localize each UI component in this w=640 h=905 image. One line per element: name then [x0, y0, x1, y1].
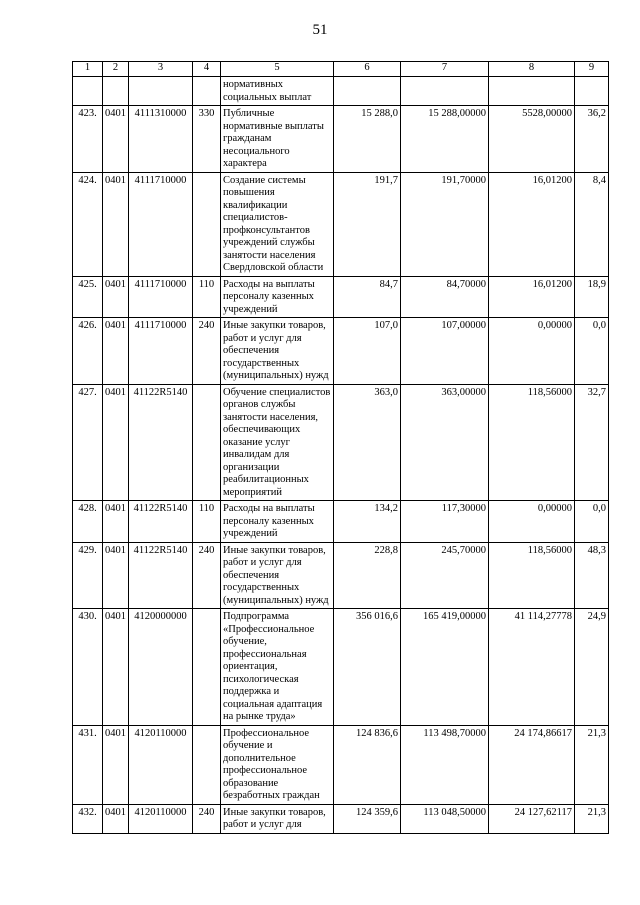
executed-amount: 16,01200 [489, 276, 575, 318]
target-article-code: 4120000000 [129, 609, 193, 726]
executed-amount: 24 127,62117 [489, 804, 575, 833]
approved-amount: 113 498,70000 [401, 725, 489, 804]
table-row [73, 501, 609, 543]
item-name: Расходы на выплаты персоналу казенных учреждений [221, 501, 334, 543]
target-article-code: 4111710000 [129, 172, 193, 276]
approved-amount: 113 048,50000 [401, 804, 489, 833]
executed-amount: 41 114,27778 [489, 609, 575, 726]
section-code: 0401 [103, 172, 129, 276]
expense-type-code: 110 [193, 501, 221, 543]
expense-type-code [193, 77, 221, 106]
planned-amount: 107,0 [334, 318, 401, 385]
section-code: 0401 [103, 804, 129, 833]
row-number: 430. [73, 609, 103, 726]
executed-amount: 118,56000 [489, 384, 575, 501]
executed-amount [489, 77, 575, 106]
row-number: 432. [73, 804, 103, 833]
section-code: 0401 [103, 501, 129, 543]
target-article-code: 4111310000 [129, 106, 193, 173]
expense-type-code [193, 172, 221, 276]
planned-amount: 124 836,6 [334, 725, 401, 804]
planned-amount: 356 016,6 [334, 609, 401, 726]
execution-percent: 48,3 [575, 542, 609, 609]
item-name: Обучение специалистов органов службы занятости населения, обеспечивающих оказание услуг инвалидам для организации реабилитационных мероприятий [221, 384, 334, 501]
section-code: 0401 [103, 609, 129, 726]
planned-amount: 228,8 [334, 542, 401, 609]
approved-amount: 107,00000 [401, 318, 489, 385]
execution-percent: 36,2 [575, 106, 609, 173]
execution-percent: 21,3 [575, 725, 609, 804]
execution-percent: 0,0 [575, 501, 609, 543]
expense-type-code [193, 609, 221, 726]
expense-type-code: 240 [193, 804, 221, 833]
target-article-code: 41122R5140 [129, 384, 193, 501]
header-row [73, 62, 609, 77]
execution-percent: 18,9 [575, 276, 609, 318]
planned-amount: 84,7 [334, 276, 401, 318]
executed-amount: 5528,00000 [489, 106, 575, 173]
target-article-code: 4111710000 [129, 318, 193, 385]
execution-percent [575, 77, 609, 106]
column-header: 2 [103, 62, 129, 77]
target-article-code: 41122R5140 [129, 501, 193, 543]
table-row [73, 77, 609, 106]
table-row [73, 609, 609, 726]
table-row [73, 276, 609, 318]
section-code: 0401 [103, 725, 129, 804]
column-header: 3 [129, 62, 193, 77]
executed-amount: 16,01200 [489, 172, 575, 276]
item-name: Публичные нормативные выплаты гражданам несоциального характера [221, 106, 334, 173]
row-number: 424. [73, 172, 103, 276]
target-article-code [129, 77, 193, 106]
expense-type-code: 110 [193, 276, 221, 318]
expense-type-code: 240 [193, 542, 221, 609]
executed-amount: 24 174,86617 [489, 725, 575, 804]
item-name: Подпрограмма «Профессиональное обучение, профессиональная ориентация, психологическая поддержка и социальная адаптация на рынке труда» [221, 609, 334, 726]
table-row [73, 804, 609, 833]
item-name: Расходы на выплаты персоналу казенных учреждений [221, 276, 334, 318]
target-article-code: 4111710000 [129, 276, 193, 318]
approved-amount: 84,70000 [401, 276, 489, 318]
planned-amount: 363,0 [334, 384, 401, 501]
column-header: 6 [334, 62, 401, 77]
table-row [73, 106, 609, 173]
row-number: 429. [73, 542, 103, 609]
table-row [73, 318, 609, 385]
execution-percent: 24,9 [575, 609, 609, 726]
table-row [73, 172, 609, 276]
approved-amount: 245,70000 [401, 542, 489, 609]
expense-type-code [193, 384, 221, 501]
expense-type-code [193, 725, 221, 804]
column-header: 9 [575, 62, 609, 77]
executed-amount: 0,00000 [489, 318, 575, 385]
approved-amount [401, 77, 489, 106]
item-name: Создание системы повышения квалификации специалистов-профконсультантов учреждений службы занятости населения Свердловской области [221, 172, 334, 276]
section-code: 0401 [103, 542, 129, 609]
approved-amount: 117,30000 [401, 501, 489, 543]
target-article-code: 4120110000 [129, 725, 193, 804]
approved-amount: 165 419,00000 [401, 609, 489, 726]
approved-amount: 363,00000 [401, 384, 489, 501]
table-row [73, 384, 609, 501]
planned-amount [334, 77, 401, 106]
item-name: Иные закупки товаров, работ и услуг для [221, 804, 334, 833]
budget-table [72, 61, 609, 834]
planned-amount: 15 288,0 [334, 106, 401, 173]
row-number: 431. [73, 725, 103, 804]
execution-percent: 21,3 [575, 804, 609, 833]
section-code: 0401 [103, 384, 129, 501]
column-header: 1 [73, 62, 103, 77]
planned-amount: 191,7 [334, 172, 401, 276]
item-name: нормативных социальных выплат [221, 77, 334, 106]
table-row [73, 725, 609, 804]
execution-percent: 32,7 [575, 384, 609, 501]
section-code: 0401 [103, 276, 129, 318]
table-body [73, 77, 609, 834]
column-header: 8 [489, 62, 575, 77]
column-header: 5 [221, 62, 334, 77]
planned-amount: 134,2 [334, 501, 401, 543]
planned-amount: 124 359,6 [334, 804, 401, 833]
execution-percent: 0,0 [575, 318, 609, 385]
row-number [73, 77, 103, 106]
section-code [103, 77, 129, 106]
approved-amount: 191,70000 [401, 172, 489, 276]
executed-amount: 118,56000 [489, 542, 575, 609]
row-number: 427. [73, 384, 103, 501]
column-header: 7 [401, 62, 489, 77]
section-code: 0401 [103, 106, 129, 173]
row-number: 428. [73, 501, 103, 543]
item-name: Профессиональное обучение и дополнительное профессиональное образование безработных граждан [221, 725, 334, 804]
column-header: 4 [193, 62, 221, 77]
row-number: 425. [73, 276, 103, 318]
target-article-code: 4120110000 [129, 804, 193, 833]
item-name: Иные закупки товаров, работ и услуг для обеспечения государственных (муниципальных) нужд [221, 542, 334, 609]
approved-amount: 15 288,00000 [401, 106, 489, 173]
page-number: 51 [312, 22, 328, 38]
table-row [73, 542, 609, 609]
row-number: 426. [73, 318, 103, 385]
expense-type-code: 240 [193, 318, 221, 385]
expense-type-code: 330 [193, 106, 221, 173]
row-number: 423. [73, 106, 103, 173]
execution-percent: 8,4 [575, 172, 609, 276]
executed-amount: 0,00000 [489, 501, 575, 543]
section-code: 0401 [103, 318, 129, 385]
item-name: Иные закупки товаров, работ и услуг для обеспечения государственных (муниципальных) нужд [221, 318, 334, 385]
target-article-code: 41122R5140 [129, 542, 193, 609]
